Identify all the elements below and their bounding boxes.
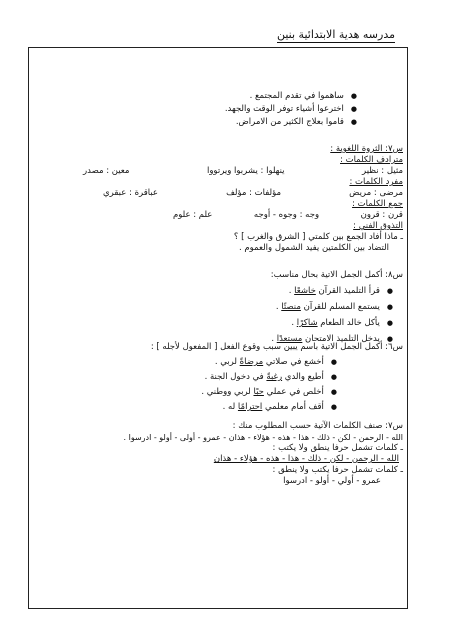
synonym-pair: مثيل : نظير [362,166,403,176]
list-item: ● يستمع المسلم للقرآن منصتًا . [271,299,393,315]
synonym-pair: معين : مصدر [83,166,130,176]
section-title: س٧: الثروة اللغوية : [330,144,403,154]
vocabulary-section [23,144,403,254]
list-item: ● ساهموا في تقدم المجتمع . [225,90,357,103]
list-item: ● أقف أمام معلمي احترامًا له . [201,400,337,415]
art-question: ـ ماذا أفاد الجمع بين كلمتي [ الشرق والغرب ] ؟ [233,232,403,242]
singular-pair: مرضى : مريض [349,188,403,198]
list-item: ● اخترعوا أشياء توفر الوقت والجهد. [225,103,357,116]
answer-blank: احترامًا [237,402,263,412]
top-bullet-list [225,90,357,129]
subheading: مترادف الكلمات : [340,155,403,165]
subheading: التذوق الفني : [353,221,403,231]
plural-pair: وجه : وجوه - أوجه [253,210,320,220]
list-item: ● قاموا بعلاج الكثير من الامراض. [225,116,357,129]
list-item: ● يدخل التلميذ الامتحان مستعدًا . [271,331,393,347]
singular-pair: مؤلفات : مؤلف [226,188,282,198]
category-label: ـ كلمات تشمل حرفا ينطق ولا يكتب : [272,443,403,453]
answer-blank: رغبةً [266,372,283,382]
subheading: جمع الكلمات : [352,199,403,209]
list-item: ● قرأ التلميذ القرآن خاشعًا . [271,283,393,299]
classification-section [23,421,403,487]
answer-blank: مرضاةً [239,357,264,367]
worksheet-page [28,47,408,609]
answer-blank: مستعدًا [276,334,303,344]
answer-blank: حبًا [253,387,264,397]
category-answer: الله - الرحمن - لكن - ذلك - هذا - هذه - هؤلاء - هذان [213,454,399,464]
word-list: الله - الرحمن - لكن - ذلك - هذا - هذه - هؤلاء - هذان - عمرو - أولى - أولو - ادرسوا . [123,433,403,442]
plural-pair: قرن : قرون [360,210,403,220]
list-item: ● أخشع في صلاتي مرضاةً لربي . [201,355,337,370]
category-answer: عمرو - أولي - أولو - ادرسوا [283,476,381,486]
art-answer: التضاد بين الكلمتين يفيد الشمول والعموم . [239,243,389,253]
list-item: ● أطيع والدي رغبةً في دخول الجنة . [201,370,337,385]
synonym-pair: ينهلوا : يشربوا ويرتووا [206,166,285,176]
answer-blank: خاشعًا [294,286,316,296]
singular-pair: عباقرة : عبقري [103,188,158,198]
school-header: مدرسه هدية الابتدائية بنين [276,28,395,41]
q6-title: س٦: أكمل الجمل الاتية باسم يبين سبب وقوع الفعل [ المفعول لأجله ] : [150,342,403,352]
answer-blank: شاكرًا [296,318,318,328]
list-item: ● يأكل خالد الطعام شاكرًا . [271,315,393,331]
q8-list [271,283,393,347]
category-label: ـ كلمات تشمل حرفا يكتب ولا ينطق : [272,465,403,475]
section-title: س٧: صنف الكلمات الآتية حسب المطلوب منك : [232,421,403,431]
plural-pair: علم : علوم [173,210,213,220]
list-item: ● أخلص في عملي حبًا لربي ووطني . [201,385,337,400]
q6-list [201,355,337,415]
q8-title: س٨: أكمل الجمل الاتية بحال مناسب: [270,270,403,280]
answer-blank: منصتًا [281,302,301,312]
subheading: مفرد الكلمات : [349,177,403,187]
